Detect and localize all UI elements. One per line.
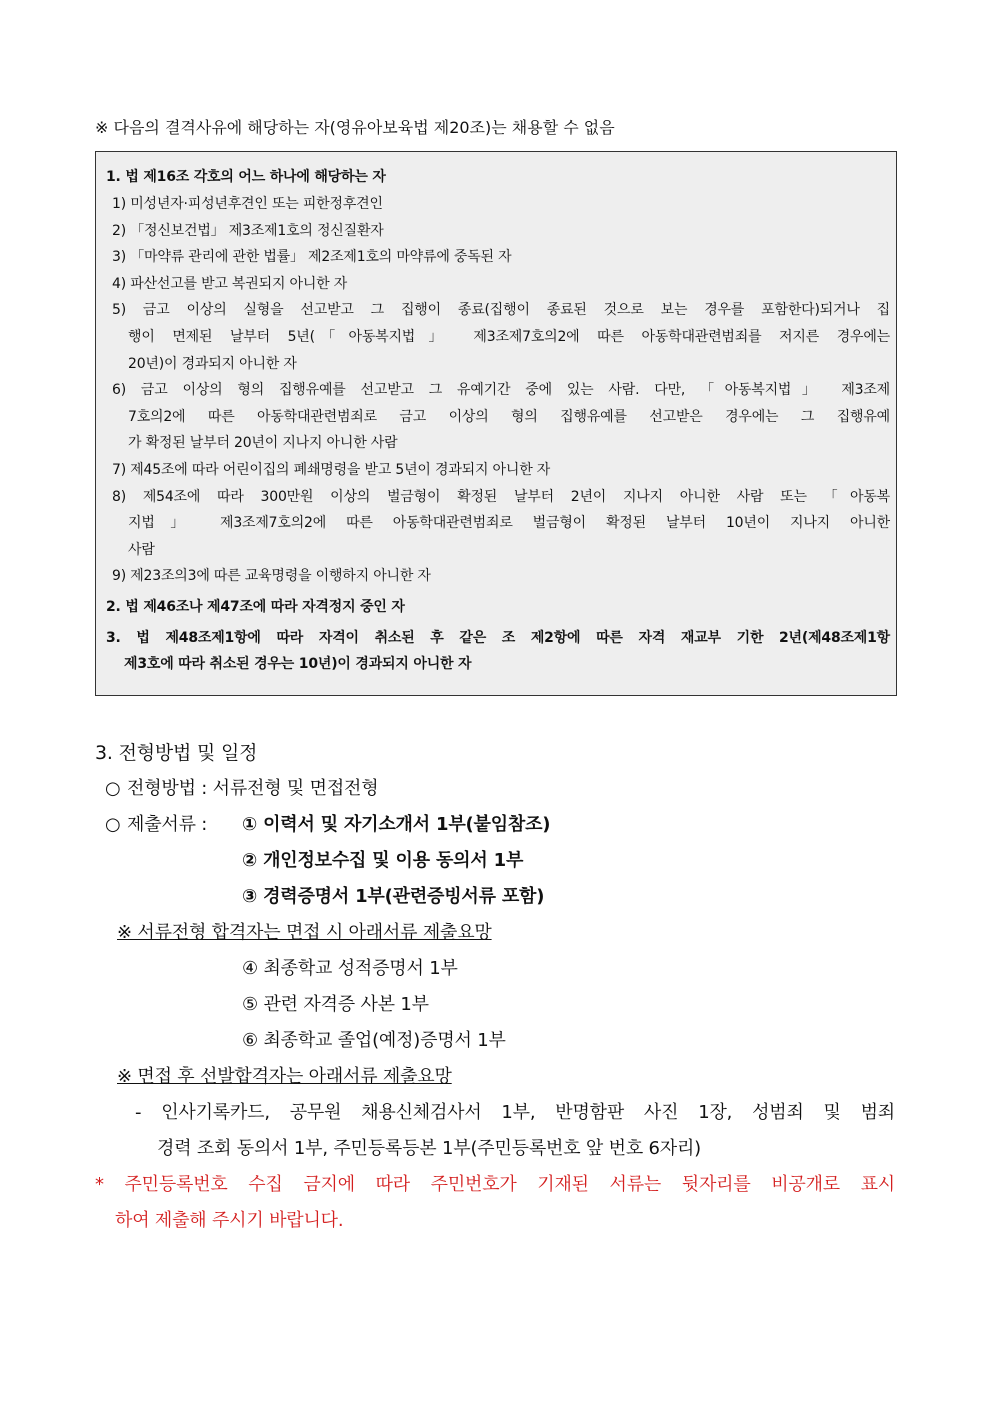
- method-row: [95, 771, 915, 807]
- box-sub-item-5-line-1: 5) 금고 이상의 실형을 선고받고 그 집행이 종료(집행이 종료된 것으로 보는 경우를 포함한다)되거나 집: [112, 302, 890, 319]
- doc-item-6: ⑥ 최종학교 졸업(예정)증명서 1부: [242, 1030, 506, 1051]
- box-sub-item-8-line-2: 지법」 제3조제7호의2에 따른 아동학대관련범죄로 벌금형이 확정된 날부터 10년이 지나지 아니한: [128, 515, 890, 532]
- method-label: 전형방법 : 서류전형 및 면접전형: [127, 778, 379, 799]
- box-sub-item-9: 9) 제23조의3에 따른 교육명령을 이행하지 아니한 자: [112, 568, 431, 585]
- privacy-warning: [95, 1167, 915, 1203]
- bullet-circle: ○: [105, 814, 121, 835]
- interview-note-text: ※ 서류전형 합격자는 면접 시 아래서류 제출요망: [117, 922, 492, 943]
- section-3: [95, 735, 915, 1239]
- box-sub-item-8-line-1: 8) 제54조에 따라 300만원 이상의 벌금형이 확정된 날부터 2년이 지나지 아니한 사람 또는 「아동복: [112, 488, 890, 505]
- box-sub-item-2: 2) 「정신보건법」 제3조제1호의 정신질환자: [112, 222, 384, 239]
- box-sub-item-5-line-3: 20년)이 경과되지 아니한 자: [128, 355, 297, 372]
- box-item-3-line-1: 3. 법 제48조제1항에 따라 자격이 취소된 후 같은 조 제2항에 따른 자격 재교부 기한 2년(제48조제1항: [106, 629, 890, 646]
- doc-item-4: ④ 최종학교 성적증명서 1부: [242, 958, 458, 979]
- privacy-warning-line-1: * 주민등록번호 수집 금지에 따라 주민번호가 기재된 서류는 뒷자리를 비공개로 표시: [95, 1174, 895, 1195]
- bullet-circle: ○: [105, 778, 121, 799]
- disqualification-box: [95, 151, 897, 696]
- box-item-3: [106, 625, 890, 677]
- box-sub-item-1: 1) 미성년자·피성년후견인 또는 피한정후견인: [112, 196, 383, 212]
- box-sub-item-6-line-1: 6) 금고 이상의 형의 집행유예를 선고받고 그 유예기간 중에 있는 사람. 다만, 「아동복지법」 제3조제: [112, 382, 890, 399]
- box-sub-item-5-line-2: 행이 면제된 날부터 5년(「아동복지법」 제3조제7호의2에 따른 아동학대관련범죄를 저지른 경우에는: [128, 328, 890, 345]
- doc-item-2: ② 개인정보수집 및 이용 동의서 1부: [242, 850, 524, 871]
- box-sub-item-4: 4) 파산선고를 받고 복권되지 아니한 자: [112, 275, 348, 292]
- submit-label: 제출서류 :: [127, 814, 208, 835]
- doc-item-5: ⑤ 관련 자격증 사본 1부: [242, 994, 429, 1015]
- final-docs-line-2: 경력 조회 동의서 1부, 주민등록등본 1부(주민등록번호 앞 번호 6자리): [157, 1138, 701, 1159]
- box-sub-item-7: 7) 제45조에 따라 어린이집의 폐쇄명령을 받고 5년이 경과되지 아니한 자: [112, 461, 551, 478]
- submit-row: [95, 807, 915, 843]
- box-item-1: 1. 법 제16조 각호의 어느 하나에 해당하는 자: [106, 169, 386, 185]
- box-sub-item-6-line-2: 7호의2에 따른 아동학대관련범죄로 금고 이상의 형의 집행유예를 선고받은 경우에는 그 집행유예: [128, 408, 890, 425]
- box-sub-item-6: [112, 377, 890, 457]
- section-3-title: 3. 전형방법 및 일정: [95, 742, 258, 764]
- final-note-text: ※ 면접 후 선발합격자는 아래서류 제출요망: [117, 1066, 452, 1087]
- interview-note: [95, 915, 915, 951]
- disqualification-notice: ※ 다음의 결격사유에 해당하는 자(영유아보육법 제20조)는 채용할 수 없음: [95, 118, 615, 137]
- box-sub-item-3: 3) 「마약류 관리에 관한 법률」 제2조제1호의 마약류에 중독된 자: [112, 249, 512, 266]
- box-sub-item-5: [112, 297, 890, 377]
- box-item-3-line-2: 제3호에 따라 취소된 경우는 10년)이 경과되지 아니한 자: [124, 655, 472, 672]
- box-sub-item-8-line-3: 사람: [128, 541, 155, 558]
- doc-item-3: ③ 경력증명서 1부(관련증빙서류 포함): [242, 886, 545, 907]
- box-sub-item-8: [112, 484, 890, 564]
- box-sub-item-6-line-3: 가 확정된 날부터 20년이 지나지 아니한 사람: [128, 435, 398, 452]
- final-docs: [95, 1095, 915, 1131]
- box-item-2: 2. 법 제46조나 제47조에 따라 자격정지 중인 자: [106, 598, 405, 615]
- privacy-warning-line-2: 하여 제출해 주시기 바랍니다.: [115, 1210, 344, 1231]
- final-docs-line-1: - 인사기록카드, 공무원 채용신체검사서 1부, 반명함판 사진 1장, 성범죄 및 범죄: [135, 1102, 895, 1123]
- doc-item-1: ① 이력서 및 자기소개서 1부(붙임참조): [242, 814, 551, 835]
- final-note: [95, 1059, 915, 1095]
